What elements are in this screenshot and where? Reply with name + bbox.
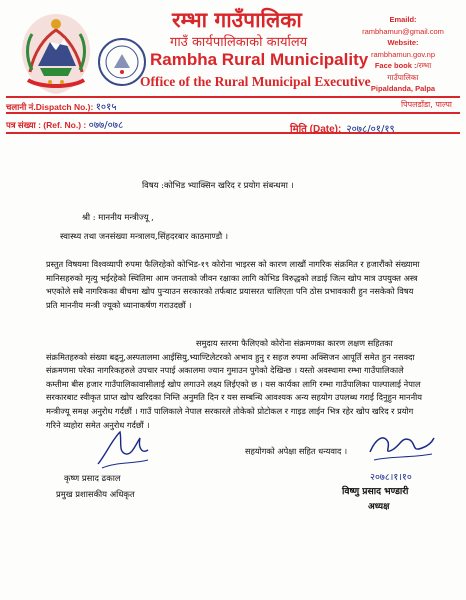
- recipient-line: श्री : माननीय मन्त्रीज्यू ,: [82, 212, 154, 222]
- letter-subject: विषय :कोभिड भ्याक्सिन खरिद र प्रयोग संबन्धमा ।: [142, 180, 294, 190]
- signatory-left-name: कृष्ण प्रसाद ढकाल: [64, 473, 121, 483]
- signature-left-icon: [92, 424, 152, 474]
- date-value: २०७८/०१/१९: [346, 124, 395, 135]
- email-link[interactable]: rambhamun@gmail.com: [362, 26, 444, 36]
- dispatch-value: १०१५: [95, 102, 117, 113]
- signature-right-icon: [366, 428, 436, 472]
- facebook-sub: गाउँपालिका: [387, 72, 419, 82]
- dispatch-number: [6, 99, 117, 113]
- recipient-address: स्वास्थ्य तथा जनसंख्या मन्त्रालय,सिंहदरबार काठमाण्डौ ।: [60, 231, 229, 241]
- letterhead-office-english: Office of the Rural Municipal Executive: [140, 74, 371, 89]
- letter-date: [290, 117, 395, 136]
- website-label: Website:: [387, 38, 419, 47]
- closing-line: सहयोगको अपेक्षा सहित धन्यवाद ।: [245, 446, 348, 456]
- nepal-emblem-icon: [10, 8, 102, 100]
- signatory-right-title: अध्यक्ष: [368, 502, 390, 512]
- ref-label: पत्र संख्या : (Ref. No.) :: [6, 120, 87, 130]
- letterhead-name-nepali: रम्भा गाउँपालिका: [172, 7, 302, 32]
- signatory-right-name: विष्णु प्रसाद भण्डारी: [342, 486, 409, 497]
- reference-number: [6, 117, 123, 131]
- facebook-label: Face book :: [374, 61, 417, 70]
- ref-value: ०७७/०७८: [88, 120, 124, 131]
- dispatch-label: चलानी नं.Dispatch No.):: [6, 102, 94, 112]
- office-address: पिपलडाँडा, पाल्पा: [400, 100, 452, 109]
- letterhead-name-english: Rambha Rural Municipality: [150, 50, 369, 69]
- signature-date: २०७८।१।१०: [370, 472, 412, 483]
- email-label: Emaild:: [389, 15, 417, 24]
- facebook-link[interactable]: /रम्भा: [416, 61, 432, 70]
- website-link[interactable]: rambhamun.gov.np: [370, 49, 436, 59]
- signatory-left-title: प्रमुख प्रशासकीय अधिकृत: [56, 489, 135, 499]
- header-rule: [6, 96, 460, 98]
- contact-block: [348, 14, 458, 95]
- body-paragraph: प्रस्तुत विषयमा विश्वव्यापी रुपमा फैलिरहेको कोभिड-१९ कोरोना भाइरस को कारण लाखौं नागरिक संक्रमित र हजारौंको संख्यामा मानिसहरुको मृत्यु भईरहेको स्थितिमा आम जनताको जीवन रक्षाका लागि कोभिड विरुद्धको लडाई जित्न खोप मात्र उपयुक्त अस्त्र भएकोले सबै नागरिकका बीचमा खोप पुर्‍याउन सरकारको तर्फबाट प्रयासरत चालिएता पनि ठोस प्रभावकारी हुन नसकेको विषय प्रति माननीय मन्त्री ज्यूको ध्यानाकर्षण गराउदछौं ।: [46, 259, 420, 310]
- date-label: मिति (Date):: [290, 124, 342, 135]
- letterhead-office-nepali: गाउँ कार्यपालिकाको कार्यालय: [170, 35, 308, 50]
- location-english: Pipaldanda, Palpa: [370, 84, 436, 93]
- body-paragraph: समुदाय स्तरमा फैलिएको कोरोना संक्रमणका कारण लक्षण सहितका संक्रमितहरुको संख्या बढ्नु,अस्पतालमा आईसियु,भ्याण्टिलेटरको अभाव हुनु र सहज रुपमा अक्सिजन आपूर्ति समेत हुन नसक्दा संक्रमणमा परेका नागरिकहरुले उपचार नपाई अकालमा ज्यान गुमाउन पुगेको देखिन्छ । यस्तो अवस्थामा रम्भा गाउँपालिकाले कम्तीमा बीस हजार गाउँपालिकावासीलाई खोप लगाउने लक्ष्य लिईएको छ । यस कार्यका लागि रम्भा गाउँपालिका पाल्पालाई नेपाल सरकारबाट स्वीकृत प्राप्त खोप खरिदका निम्ति अनुमति दिन र यस सम्बन्धि आवश्यक अन्य सहयोग उपलब्ध गराई दिनुहुन माननीय मन्त्रीज्यू समक्ष अनुरोध गर्दछौं । गाउँ पालिकाले नेपाल सरकारले तोकेको प्रोटोकल र गाइड लाईन भित्र रहेर खोप खरिद र प्रयोग गरिने व्यहोरा समेत अनुरोध गर्दछौं ।: [46, 338, 423, 430]
